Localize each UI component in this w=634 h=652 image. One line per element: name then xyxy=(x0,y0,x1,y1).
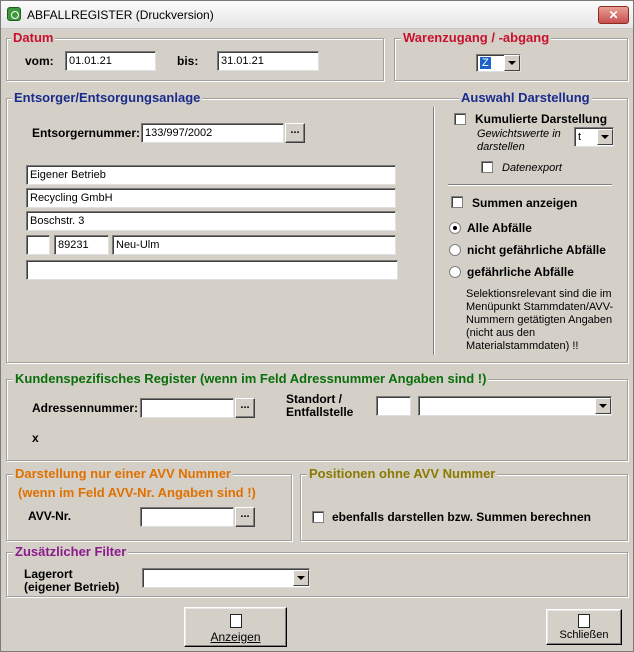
lagerort-dropdown-arrow-icon[interactable] xyxy=(293,570,309,586)
unit-dropdown-arrow-icon[interactable] xyxy=(597,129,613,145)
radio-alle-abfaelle[interactable] xyxy=(449,222,461,234)
entsorger-name2-input[interactable]: Recycling GmbH xyxy=(26,188,396,208)
radio-nicht-label: nicht gefährliche Abfälle xyxy=(467,243,606,257)
avv-legend: Darstellung nur einer AVV Nummer xyxy=(15,466,231,481)
entsorgernummer-label: Entsorgernummer: xyxy=(32,126,141,140)
ohne-avv-checkbox[interactable] xyxy=(312,511,324,523)
entfallstelle-dropdown-arrow-icon[interactable] xyxy=(595,398,611,414)
schliessen-label: Schließen xyxy=(559,629,609,641)
warenzugang-dropdown-arrow-icon[interactable] xyxy=(504,55,520,71)
app-recycle-icon xyxy=(7,7,21,21)
ohne-avv-label: ebenfalls darstellen bzw. Summen berechnen xyxy=(332,510,591,524)
bis-label: bis: xyxy=(177,54,199,68)
avv-nr-input[interactable] xyxy=(140,507,234,527)
unit-select[interactable]: t xyxy=(574,127,614,147)
adressnummer-lookup-button[interactable]: ... xyxy=(235,398,255,418)
selection-note xyxy=(466,288,613,353)
note-line: Materialstammdaten) !! xyxy=(466,340,579,352)
entsorger-street-input[interactable]: Boschstr. 3 xyxy=(26,211,396,231)
exit-door-icon xyxy=(578,614,590,628)
avv-nr-label: AVV-Nr. xyxy=(28,509,72,523)
x-label: x xyxy=(32,431,39,445)
vom-label: vom: xyxy=(25,54,54,68)
preview-document-icon xyxy=(230,614,242,628)
radio-alle-label: Alle Abfälle xyxy=(467,221,532,235)
auswahl-legend: Auswahl Darstellung xyxy=(461,90,590,105)
entsorgernummer-lookup-button[interactable]: ... xyxy=(285,123,305,143)
datenexport-label: Datenexport xyxy=(502,162,562,174)
kumulierte-label: Kumulierte Darstellung xyxy=(475,112,608,126)
kumulierte-checkbox[interactable] xyxy=(454,113,466,125)
lagerort-select[interactable] xyxy=(142,568,310,588)
entsorger-zip-input[interactable]: 89231 xyxy=(54,235,109,255)
summen-checkbox[interactable] xyxy=(451,196,463,208)
vom-date-input[interactable]: 01.01.21 xyxy=(65,51,156,71)
warenzugang-selected-value: Z xyxy=(482,57,489,69)
window-title: ABFALLREGISTER (Druckversion) xyxy=(27,8,214,22)
anzeigen-button[interactable] xyxy=(184,607,287,647)
standort-input[interactable] xyxy=(376,396,411,416)
datum-legend: Datum xyxy=(13,30,54,45)
radio-nicht-gefaehrlich[interactable] xyxy=(449,244,461,256)
note-line: (nicht aus den xyxy=(466,327,536,339)
adressnummer-input[interactable] xyxy=(140,398,234,418)
radio-gef-label: gefährliche Abfälle xyxy=(467,265,574,279)
kunden-legend: Kundenspezifisches Register (wenn im Feld Adressnummer Angaben sind !) xyxy=(15,371,487,386)
title-bar xyxy=(1,1,633,29)
lagerort-label-2: (eigener Betrieb) xyxy=(24,580,120,594)
ohne-avv-group xyxy=(300,474,628,541)
avv-legend-subtitle: (wenn im Feld AVV-Nr. Angaben sind !) xyxy=(18,485,256,500)
entfallstelle-select[interactable] xyxy=(418,396,612,416)
entsorger-extra-input[interactable] xyxy=(26,260,398,280)
close-window-button[interactable]: ✕ xyxy=(598,6,629,24)
note-line: Nummern getätigten Angaben xyxy=(466,314,613,326)
standort-label-2: Entfallstelle xyxy=(286,405,354,419)
lagerort-label-1: Lagerort xyxy=(24,567,73,581)
anzeigen-label: Anzeigen xyxy=(210,630,261,644)
note-line: Menüpunkt Stammdaten/AVV- xyxy=(466,301,614,313)
avv-nr-lookup-button[interactable]: ... xyxy=(235,507,255,527)
gewicht-label-1: Gewichtswerte in xyxy=(477,128,561,140)
radio-gefaehrlich[interactable] xyxy=(449,266,461,278)
summen-label: Summen anzeigen xyxy=(472,196,578,210)
auswahl-separator xyxy=(433,107,435,355)
entsorger-legend: Entsorger/Entsorgungsanlage xyxy=(14,90,201,105)
entsorger-city-input[interactable]: Neu-Ulm xyxy=(112,235,396,255)
entsorgernummer-input[interactable]: 133/997/2002 xyxy=(141,123,284,143)
standort-label-1: Standort / xyxy=(286,392,342,406)
datenexport-checkbox[interactable] xyxy=(481,161,493,173)
entsorger-name1-input[interactable]: Eigener Betrieb xyxy=(26,165,396,185)
entsorger-country-input[interactable] xyxy=(26,235,50,255)
note-line: Selektionsrelevant sind die im xyxy=(466,288,612,300)
bis-date-input[interactable]: 31.01.21 xyxy=(217,51,319,71)
schliessen-button[interactable] xyxy=(546,609,622,645)
auswahl-divider xyxy=(448,184,612,186)
gewicht-label-2: darstellen xyxy=(477,141,525,153)
ohne-avv-legend: Positionen ohne AVV Nummer xyxy=(309,466,496,481)
warenzugang-legend: Warenzugang / -abgang xyxy=(403,30,550,45)
adressnummer-label: Adressennummer: xyxy=(32,401,139,415)
filter-legend: Zusätzlicher Filter xyxy=(15,544,127,559)
